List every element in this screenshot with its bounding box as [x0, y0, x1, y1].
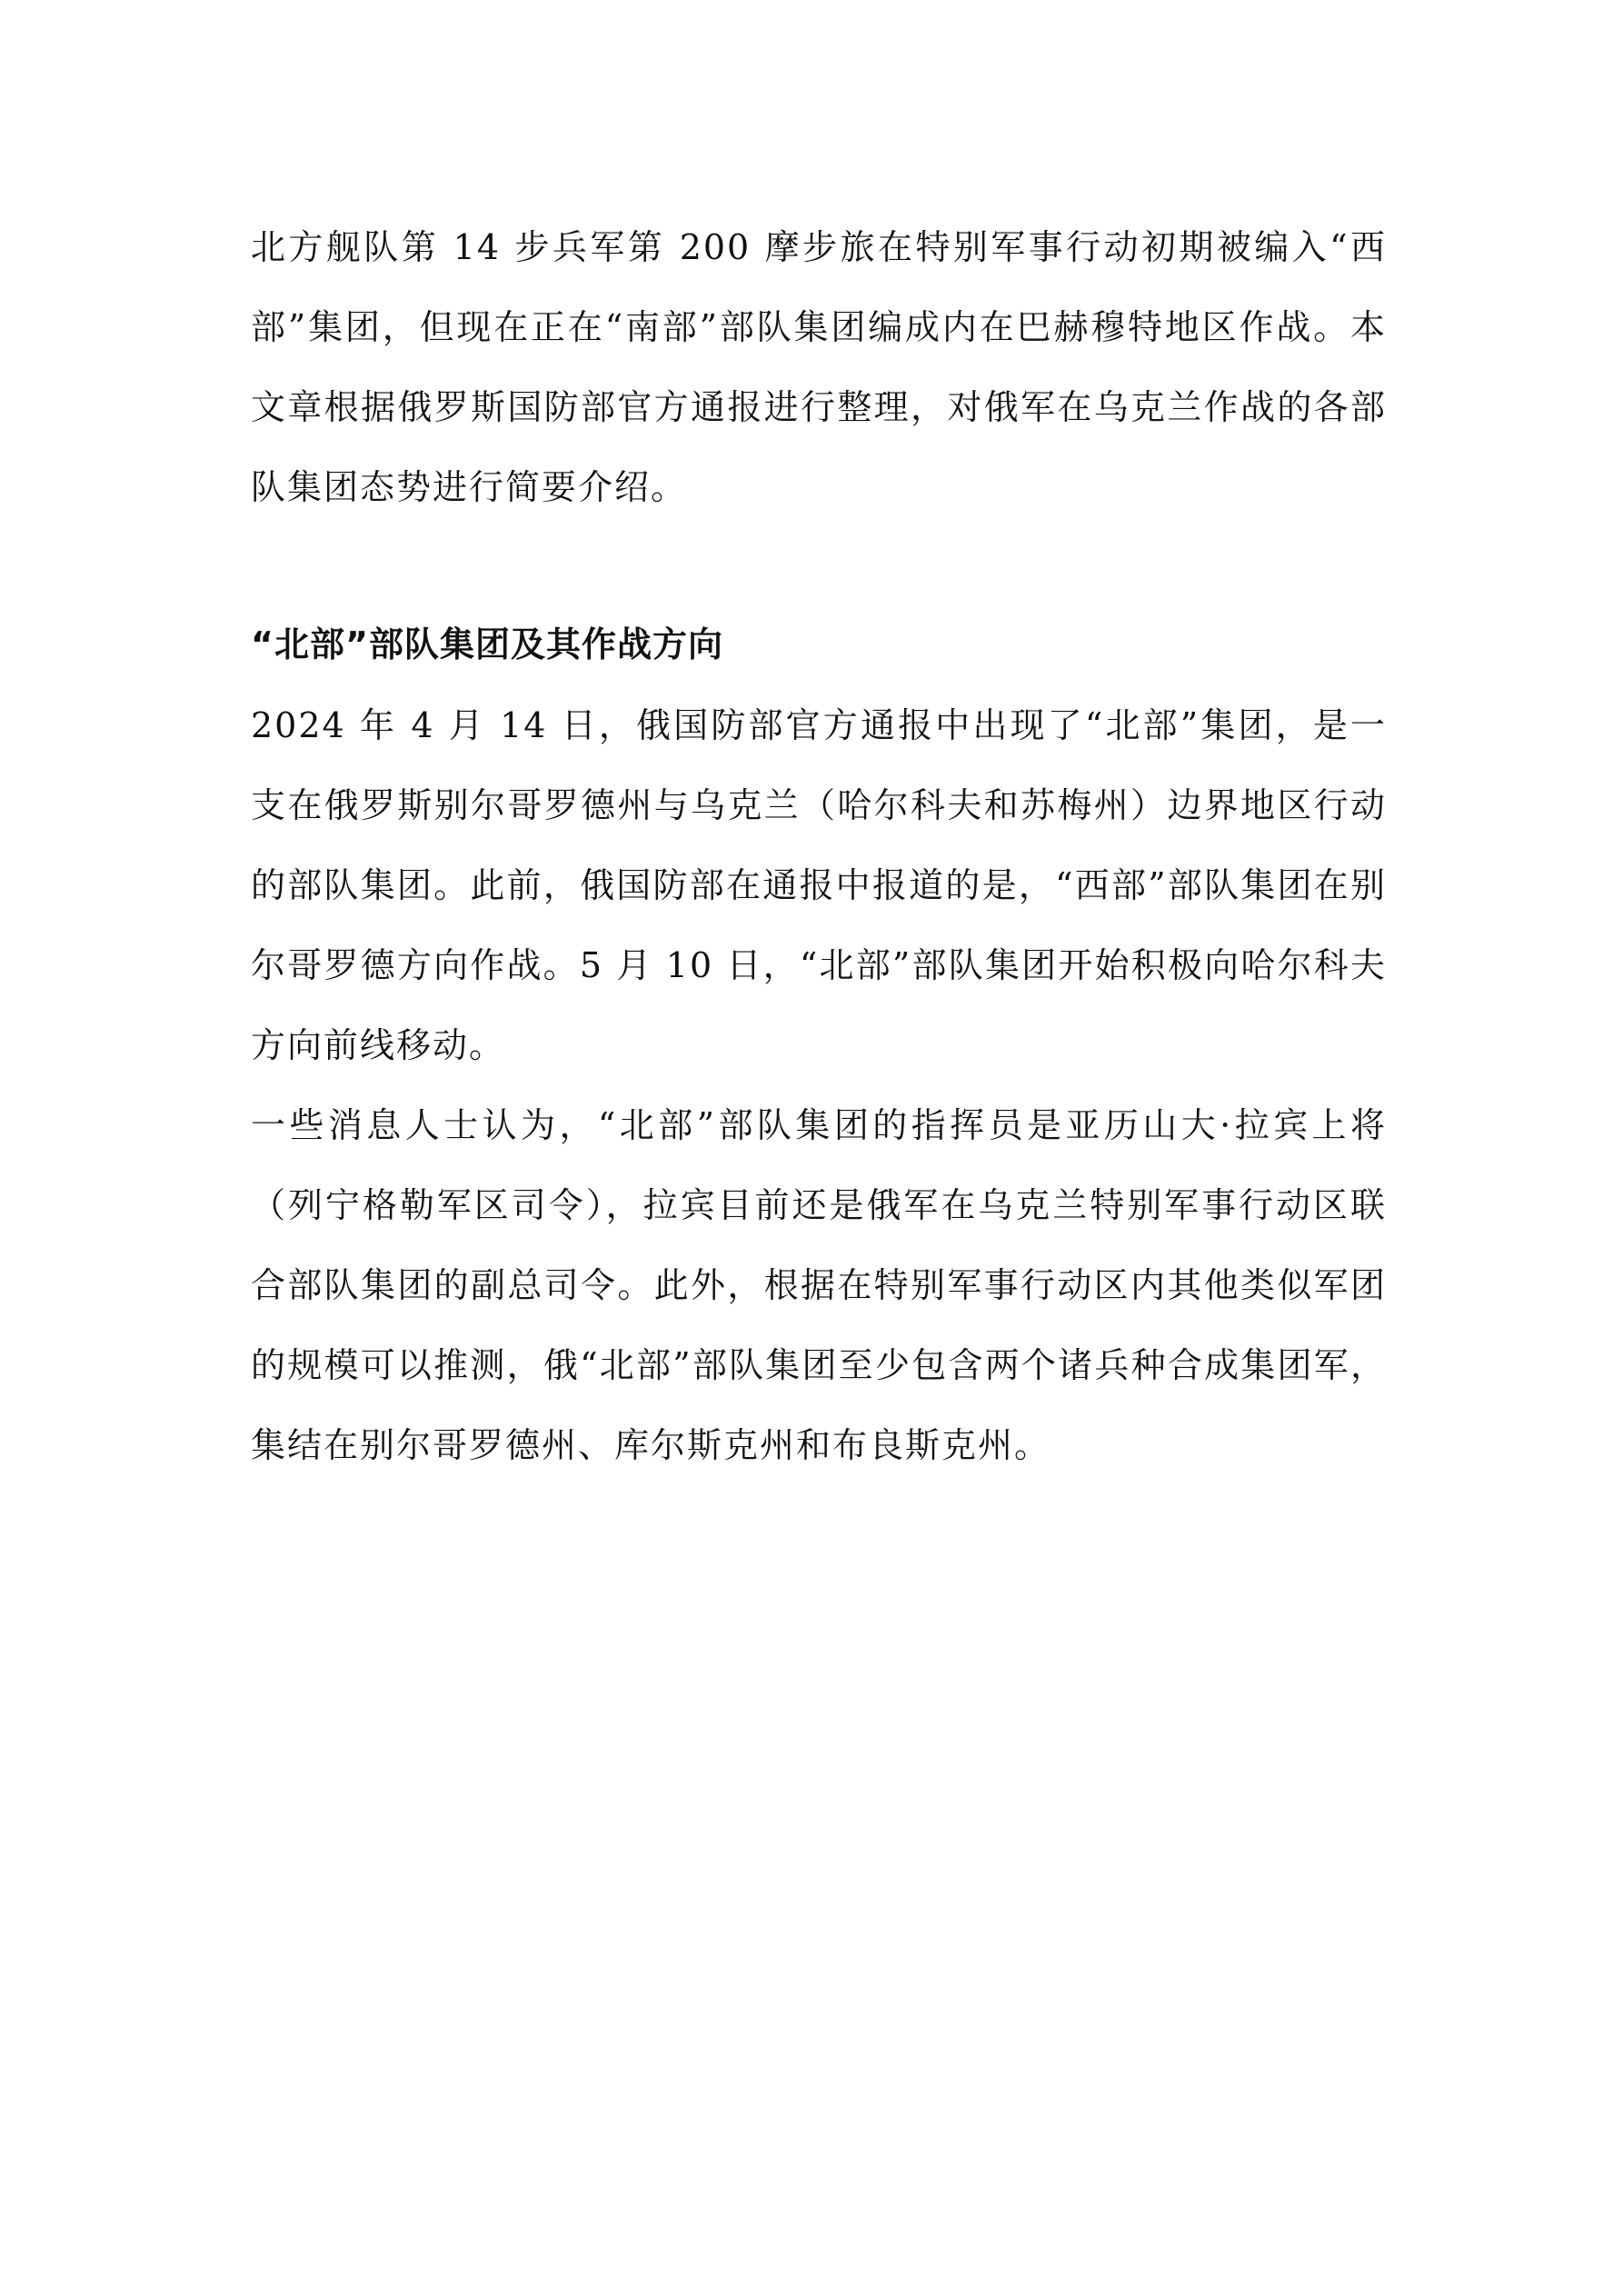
section-spacer — [251, 527, 1387, 604]
section-paragraph-1: 2024 年 4 月 14 日，俄国防部官方通报中出现了“北部”集团，是一支在俄罗斯别尔哥罗德州与乌克兰（哈尔科夫和苏梅州）边界地区行动的部队集团。此前，俄国防部在通报中报道的是，“西部”部队集团在别尔哥罗德方向作战。5 月 10 日，“北部”部队集团开始积极向哈尔科夫方向前线移动。 — [251, 705, 1387, 1065]
section-paragraph-2: 一些消息人士认为，“北部”部队集团的指挥员是亚历山大·拉宾上将（列宁格勒军区司令），拉宾目前还是俄军在乌克兰特别军事行动区联合部队集团的副总司令。此外，根据在特别军事行动区内其他类似军团的规模可以推测，俄“北部”部队集团至少包含两个诸兵种合成集团军，集结在别尔哥罗德州、库尔斯克州和布良斯克州。 — [251, 1105, 1387, 1465]
intro-paragraph: 北方舰队第 14 步兵军第 200 摩步旅在特别军事行动初期被编入“西部”集团，但现在正在“南部”部队集团编成内在巴赫穆特地区作战。本文章根据俄罗斯国防部官方通报进行整理，对俄军在乌克兰作战的各部队集团态势进行简要介绍。 — [251, 227, 1387, 507]
section-heading: “北部”部队集团及其作战方向 — [251, 624, 723, 664]
document-body — [251, 207, 1387, 1485]
